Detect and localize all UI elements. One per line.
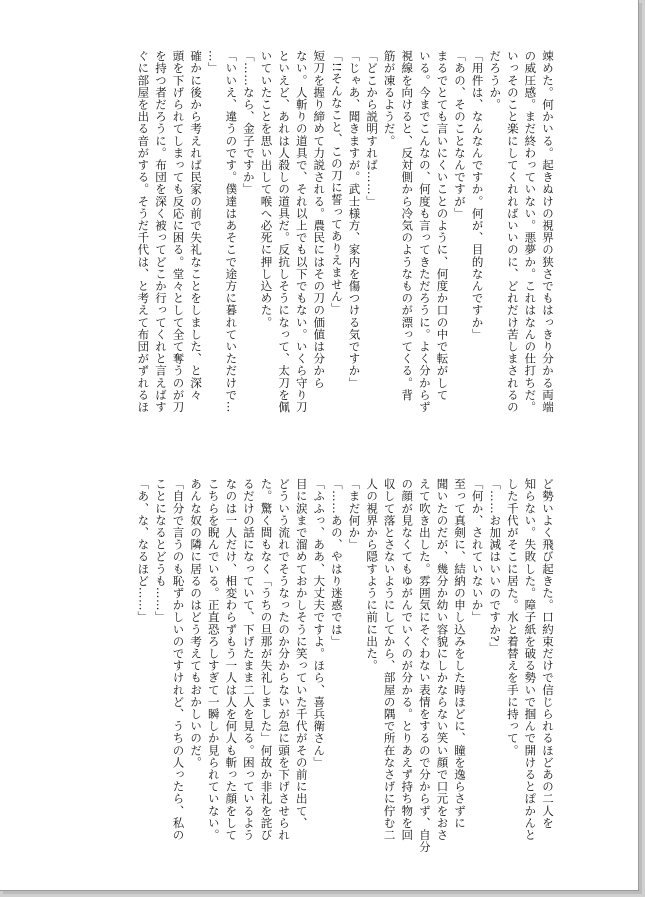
text-line: いる。今までこんなの、何度も言ってきただろうに。よく分からず <box>417 50 432 413</box>
text-line: ない。人斬りの道具で、それ以上でも以下でもない。いくら守り刀 <box>294 50 309 413</box>
text-line: 「何か、されていないか」 <box>470 478 485 624</box>
text-line: の顔が見なくてもゆがんでいくのが分かる。とりあえず持ち物を回 <box>400 478 415 841</box>
text-line: 知らない。失敗した。障子紙を破る勢いで掴んで開けるとぽかんと <box>523 478 538 841</box>
lower-text-block <box>134 478 556 873</box>
text-line: 筋が凍るようだ。 <box>382 50 397 147</box>
text-line: いていたことを思い出して喉へ必死に押し込めた。 <box>259 50 274 329</box>
text-line: 「いいえ、違うのです。僕達はあそこで途方に暮れていただけで… <box>224 50 239 413</box>
text-line: 人の視界から隠すように前に出た。 <box>365 478 380 672</box>
text-line: 「ふふっ、ああ、大丈夫ですよ。ほら、喜兵衛さん」 <box>312 478 327 769</box>
text-line: 目に涙まで溜めておかしそうに笑っていた千代がその前に出て、 <box>294 478 309 829</box>
text-line: 「じゃあ、聞きますが。武士様方、家内を傷つける気ですか」 <box>347 50 362 389</box>
text-line: 竦めた。何かいる。起きぬけの視界の狭さでもはっきり分かる両端 <box>541 50 555 413</box>
text-line: どういう流れでそうなったのか分からないが急に頭を下げさせられ <box>277 478 292 841</box>
text-line: なのは一人だけ、相変わらずもう一人は人を何人も斬った顔をして <box>224 478 239 841</box>
text-line: 「!!そんなこと、この刀に誓ってありえません」 <box>329 50 344 315</box>
text-line: だろうか。 <box>488 50 503 111</box>
text-line: まるでとても言いにくいことのように、何度か口の中で転がして <box>435 50 450 401</box>
text-line: 聞いたのだが、幾分か幼い容貌にしかならない笑い顔で口元をおさ <box>435 478 450 841</box>
text-line: 確かに後から考えれば民家の前で失礼なことをしました、と深々 <box>189 50 204 401</box>
text-line: 至って真剣に、結納の申し込みをした時ほどに、瞳を逸らさずに <box>453 478 468 829</box>
upper-text-block <box>134 50 556 430</box>
text-line: 「どこから説明すれば……」 <box>365 50 380 208</box>
text-line: ことになるとどうも……」 <box>153 478 168 624</box>
text-line: 頭を下げられてしまっても反応に困る。堂々として全て奪うのが刀 <box>171 50 186 413</box>
text-line: るだけの話になっていて、下げたまま二人を見る。困っているよう <box>241 478 256 841</box>
text-line: た。驚く間もなく「うちの旦那が失礼しました」何故か非礼を詫び <box>259 478 274 841</box>
text-line: 「あ、な、なるほど……」 <box>136 478 151 624</box>
text-line: を持つ者だろうに。布団を深く被ってどこか行ってくれと言えばす <box>153 50 168 413</box>
text-line: あんな奴の隣に居るのはどう考えてもおかしいのだ。 <box>189 478 204 769</box>
text-line: 「……あの、やはり迷惑では」 <box>329 478 344 648</box>
text-line: ど勢いよく飛び起きた。口約束だけで信じられるほどあの二人を <box>541 478 555 829</box>
text-line: 「……なら、金子ですか」 <box>241 50 256 196</box>
text-line: ぐに部屋を出る音がする。そうだ千代は、と考えて布団がずれるほ <box>136 50 151 413</box>
text-line: いっそのこと楽にしてくれればいいのに、どれだけ苦しまされるの <box>505 50 520 413</box>
text-line: の威圧感。まだ終わっていない。悪夢か。これはなんの仕打ちだ。 <box>523 50 538 413</box>
text-line: 「用件は、なんなんですか。何が、目的なんですか」 <box>470 50 485 341</box>
text-line: といえど、あれは人殺しの道具だ。反抗しそうになって、太刀を佩 <box>277 50 292 413</box>
text-line: した千代がそこに居た。水と着替えを手に持って。 <box>505 478 520 757</box>
text-line: …」 <box>206 50 221 75</box>
text-line: 短刀を握り締めて力説される。農民にはその刀の価値は分から <box>312 50 327 389</box>
text-line: 「あの、そのことなんですが」 <box>453 50 468 220</box>
text-line: 収して落とさないようにしてから、部屋の隅で所在なさげに佇む二 <box>382 478 397 841</box>
text-line: こちらを睨んでいる。正直恐ろしすぎて一瞬しか見られていない。 <box>206 478 221 841</box>
text-line: 視線を向けると、反対側から冷気のようなものが漂ってくる。背 <box>400 50 415 401</box>
text-line: 「……お加減はいいのですか?」 <box>488 478 503 655</box>
text-line: 「まだ何か」 <box>347 478 362 551</box>
text-line: えて吹き出した。雰囲気にそぐわない表情をするので分からず、自分 <box>417 478 432 854</box>
text-line: 「自分で言うのも恥ずかしいのですけれど、うちの人ったら、私の <box>171 478 186 841</box>
